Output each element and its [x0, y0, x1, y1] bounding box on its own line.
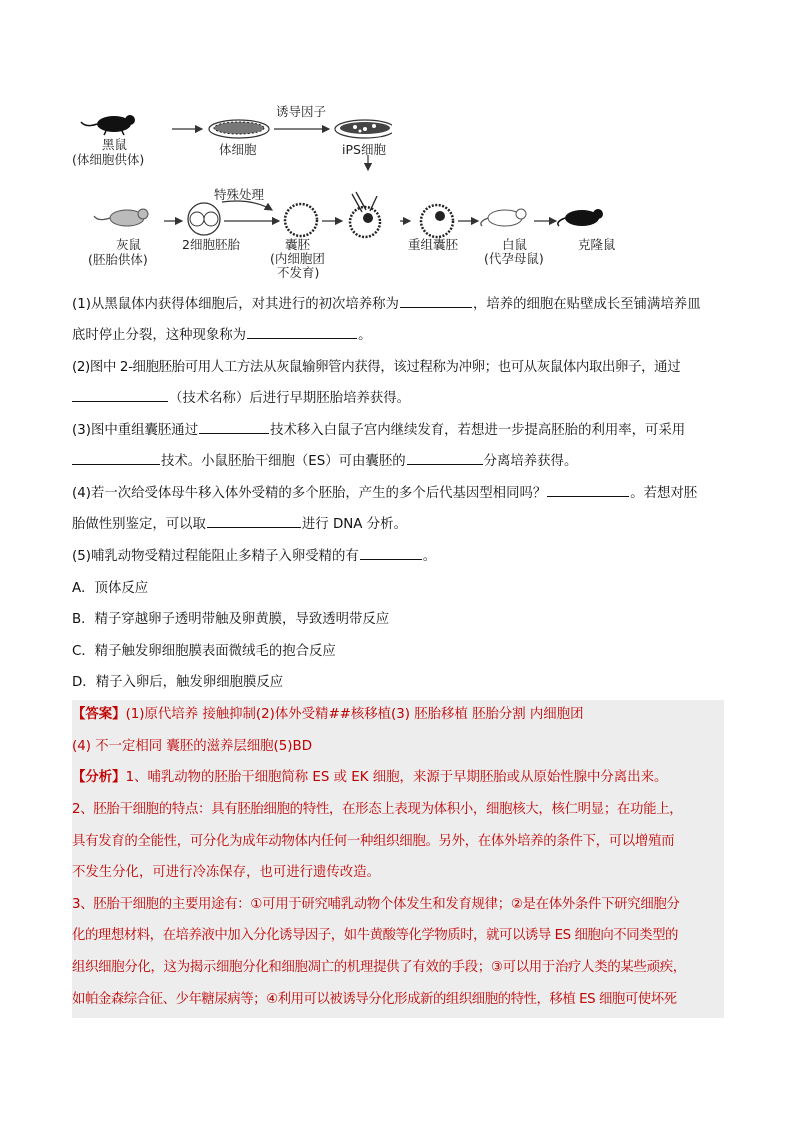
analysis-p2-line-3: 不发生分化，可进行冷冻保存，也可进行遗传改造。	[72, 865, 380, 880]
analysis-p2-line-1: 2、胚胎干细胞的特点：具有胚胎细胞的特性，在形态上表现为体积小，细胞核大，核仁明显；在功能上，	[72, 802, 683, 817]
q2-text-b: （技术名称）后进行早期胚胎培养获得。	[169, 391, 411, 406]
black-mouse-note: (体细胞供体)	[72, 152, 145, 167]
analysis-p2-line-2: 具有发育的全能性，可分化为成年动物体内任何一种组织细胞。另外，在体外培养的条件下，可以增殖而	[72, 834, 675, 849]
question-4-line-2	[72, 509, 724, 541]
analysis-line-1	[72, 762, 724, 794]
somatic-cell-dish-icon	[209, 120, 269, 138]
blastocyst-icon	[285, 204, 317, 236]
question-4-line-1	[72, 478, 724, 510]
q4-text-a: (4)若一次给受体母牛移入体外受精的多个胚胎，产生的多个后代基因型相同吗？	[72, 486, 547, 501]
option-b[interactable]: B．精子穿越卵子透明带触及卵黄膜，导致透明带反应	[72, 612, 390, 627]
special-treatment-label: 特殊处理	[214, 187, 265, 202]
q1-blank-2[interactable]	[247, 324, 357, 339]
white-mouse-label: 白鼠	[502, 237, 528, 252]
gray-mouse-label: 灰鼠	[116, 237, 142, 252]
arrow-5	[222, 201, 272, 210]
q3-blank-2[interactable]	[72, 450, 160, 465]
black-mouse-label: 黑鼠	[102, 137, 128, 152]
analysis-p3-line-3: 组织细胞分化，这为揭示细胞分化和细胞凋亡的机理提供了有效的手段；③可以用于治疗人类的某些顽疾，	[72, 960, 686, 975]
option-d[interactable]: D．精子入卵后，触发卵细胞膜反应	[72, 675, 284, 690]
question-1-line-2	[72, 320, 724, 352]
q3-text-a: (3)图中重组囊胚通过	[72, 423, 199, 438]
white-mouse-note: (代孕母鼠)	[484, 251, 544, 266]
q5-text: (5)哺乳动物受精过程能阻止多精子入卵受精的有	[72, 549, 359, 564]
q1-text-d: 。	[358, 328, 372, 343]
q3-text-c: 技术。小鼠胚胎干细胞（ES）可由囊胚的	[161, 454, 406, 469]
option-c[interactable]: C．精子触发卵细胞膜表面微绒毛的抱合反应	[72, 644, 336, 659]
recombinant-blastocyst-icon	[421, 205, 453, 237]
ips-cell-label: iPS细胞	[342, 142, 386, 157]
q3-text-b: 技术移入白鼠子宫内继续发育，若想进一步提高胚胎的利用率，可采用	[270, 423, 686, 438]
answer-tag: 【答案】	[72, 707, 126, 722]
blastocyst-note-1: (内细胞团	[270, 251, 325, 266]
blastocyst-label: 囊胚	[285, 237, 311, 252]
q4-blank-2[interactable]	[207, 513, 301, 528]
recombinant-blastocyst-label: 重组囊胚	[408, 237, 459, 252]
q3-blank-3[interactable]	[407, 450, 483, 465]
inducer-label: 诱导因子	[276, 104, 327, 119]
analysis-p1: 1、哺乳动物的胚胎干细胞简称 ES 或 EK 细胞，来源于早期胚胎或从原始性腺中分离出来。	[125, 770, 668, 785]
q4-text-b: 。若想对胚	[630, 486, 698, 501]
answer-text-1: (1)原代培养 接触抑制(2)体外受精##核移植(3) 胚胎移植 胚胎分割 内细胞团	[125, 707, 584, 722]
black-mouse-icon	[81, 115, 135, 135]
q1-text-b: ，培养的细胞在贴壁成长至铺满培养皿	[472, 297, 701, 312]
two-cell-embryo-icon	[188, 203, 220, 235]
q4-text-d: 进行 DNA 分析。	[301, 517, 407, 532]
gray-mouse-note: (胚胎供体)	[88, 252, 148, 267]
q1-text-c: 底时停止分裂，这种现象称为	[72, 328, 247, 343]
analysis-p3-line-1: 3、胚胎干细胞的主要用途有：①可用于研究哺乳动物个体发生和发育规律；②是在体外条件下研究细胞分	[72, 897, 680, 912]
question-1-line-1	[72, 289, 724, 321]
q5-text-end: 。	[422, 549, 437, 564]
analysis-p3-line-4: 如帕金森综合征、少年糖尿病等；④利用可以被诱导分化形成新的组织细胞的特性，移植 ES 细胞可使坏死	[72, 992, 677, 1007]
clone-mouse-icon	[558, 209, 603, 226]
option-a[interactable]: A．顶体反应	[72, 581, 149, 596]
gray-mouse-icon	[94, 209, 148, 226]
question-5	[72, 541, 724, 573]
q1-blank-1[interactable]	[400, 293, 472, 308]
blastocyst-note-2: 不发育)	[277, 265, 320, 280]
question-2-line-2	[72, 383, 724, 415]
answer-line-1	[72, 699, 724, 731]
two-cell-embryo-label: 2细胞胚胎	[182, 237, 240, 252]
injection-icon	[350, 192, 380, 237]
ips-cell-dish-icon	[335, 120, 392, 138]
question-3-line-2	[72, 446, 724, 478]
q1-text-a: (1)从黑鼠体内获得体细胞后，对其进行的初次培养称为	[72, 297, 399, 312]
white-mouse-icon	[481, 209, 526, 226]
q4-text-c: 胎做性别鉴定，可以取	[72, 517, 206, 532]
clone-mouse-label: 克隆鼠	[578, 237, 616, 252]
q4-blank-1[interactable]	[547, 482, 629, 497]
somatic-cell-label: 体细胞	[219, 142, 257, 157]
question-3-line-1	[72, 415, 724, 447]
question-2-line-1	[72, 352, 724, 384]
answer-line-2: (4) 不一定相同 囊胚的滋养层细胞(5)BD	[72, 739, 313, 754]
analysis-p3-line-2: 化的理想材料，在培养液中加入分化诱导因子，如牛黄酸等化学物质时，就可以诱导 ES 细胞向不同类型的	[72, 928, 678, 943]
q2-text-a: (2)图中 2-细胞胚胎可用人工方法从灰鼠输卵管内获得，该过程称为冲卵；也可从灰鼠体内取出卵子，通过	[72, 360, 681, 375]
q5-blank[interactable]	[360, 545, 422, 560]
q3-blank-1[interactable]	[199, 419, 269, 434]
q2-blank-1[interactable]	[72, 387, 168, 402]
analysis-tag: 【分析】	[72, 770, 126, 785]
q3-text-d: 分离培养获得。	[483, 454, 578, 469]
